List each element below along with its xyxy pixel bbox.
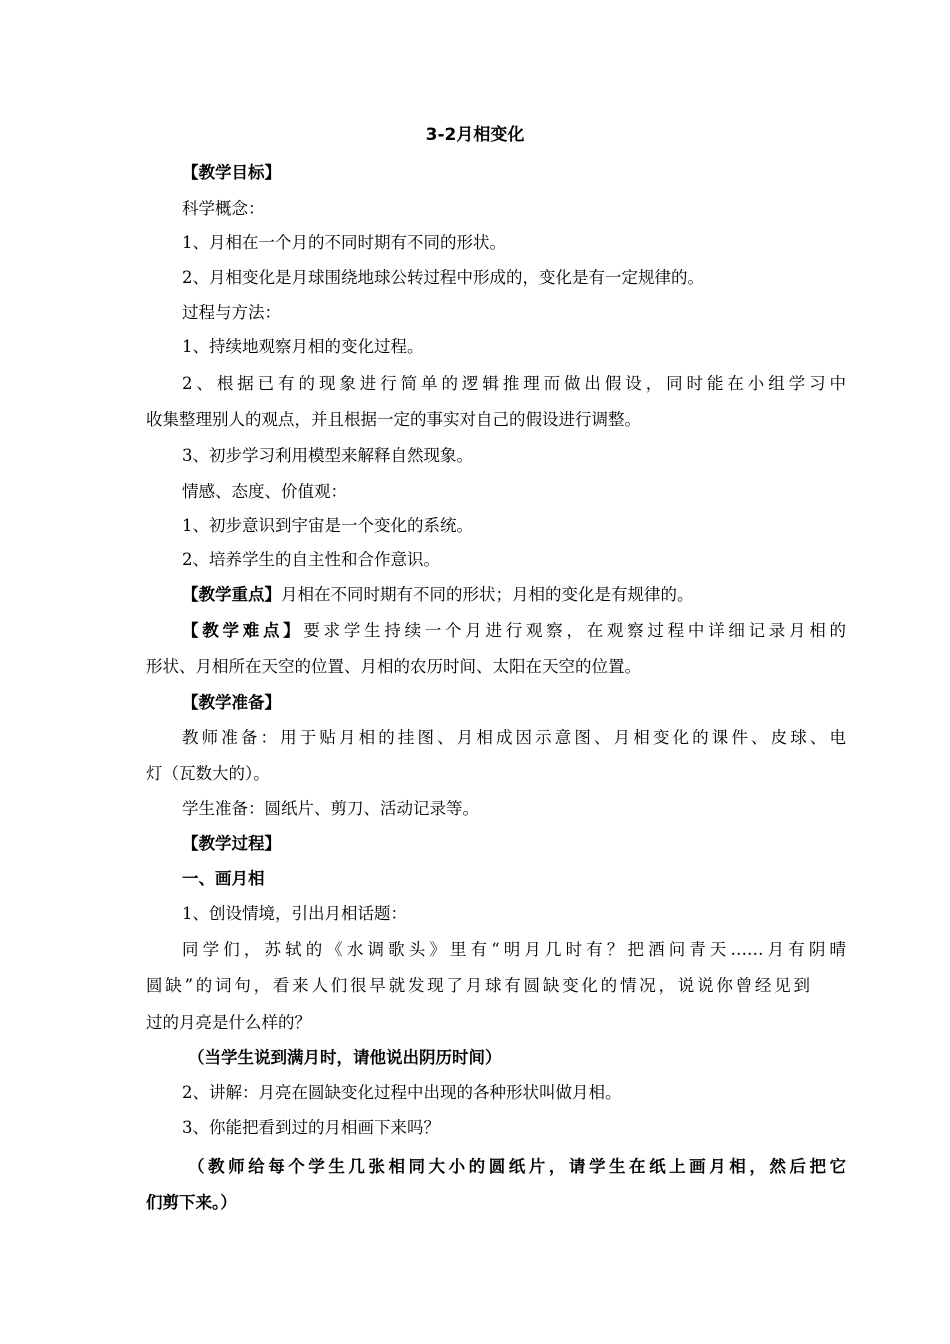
concept-item-1: 1、月相在一个月的不同时期有不同的形状。 <box>182 233 506 252</box>
process-item-3: 3、初步学习利用模型来解释自然现象。 <box>182 446 473 465</box>
process-item-1: 1、持续地观察月相的变化过程。 <box>182 337 424 356</box>
difficulty-heading: 【教学难点】 <box>182 621 304 640</box>
prep-heading: 【教学准备】 <box>182 693 281 712</box>
step-2: 2、讲解：月亮在圆缺变化过程中出现的各种形状叫做月相。 <box>182 1083 622 1102</box>
goals-heading: 【教学目标】 <box>182 163 281 182</box>
difficulty-text-1: 要求学生持续一个月进行观察，在观察过程中详细记录月相的 <box>303 621 846 640</box>
note-2-line-2: 们剪下来。） <box>146 1193 237 1212</box>
key-point-heading: 【教学重点】 <box>182 585 281 604</box>
paragraph-line-2: 圆缺”的词句，看来人们很早就发现了月球有圆缺变化的情况，说说你曾经见到 <box>146 976 810 995</box>
science-concept-label: 科学概念： <box>182 199 265 218</box>
section-1-heading: 一、画月相 <box>182 869 265 888</box>
key-point-line <box>146 584 846 606</box>
paragraph-line-1: 同学们，苏轼的《水调歌头》里有“明月几时有？把酒问青天……月有阴晴 <box>182 940 846 959</box>
note-2-line-1: （教师给每个学生几张相同大小的圆纸片，请学生在纸上画月相，然后把它 <box>188 1157 846 1176</box>
paragraph-line-3: 过的月亮是什么样的？ <box>146 1013 311 1032</box>
process-item-2-line-1: 2、根据已有的现象进行简单的逻辑推理而做出假设，同时能在小组学习中 <box>182 374 846 393</box>
teacher-prep-line-2: 灯（瓦数大的）。 <box>146 764 270 783</box>
note-1: （当学生说到满月时，请他说出阴历时间） <box>188 1048 502 1067</box>
difficulty-line-1 <box>146 620 846 642</box>
attitude-item-1: 1、初步意识到宇宙是一个变化的系统。 <box>182 516 473 535</box>
teacher-prep-line-1: 教师准备：用于贴月相的挂图、月相成因示意图、月相变化的课件、皮球、电 <box>182 728 846 747</box>
process-item-2-line-2: 收集整理别人的观点，并且根据一定的事实对自己的假设进行调整。 <box>146 410 641 429</box>
student-prep: 学生准备：圆纸片、剪刀、活动记录等。 <box>182 799 479 818</box>
process-heading: 【教学过程】 <box>182 834 281 853</box>
difficulty-line-2: 形状、月相所在天空的位置、月相的农历时间、太阳在天空的位置。 <box>146 657 641 676</box>
document-title: 3-2月相变化 <box>425 125 525 145</box>
process-method-label: 过程与方法： <box>182 303 281 322</box>
attitude-label: 情感、态度、价值观： <box>182 482 347 501</box>
key-point-text: 月相在不同时期有不同的形状；月相的变化是有规律的。 <box>281 585 694 604</box>
step-3: 3、你能把看到过的月相画下来吗？ <box>182 1118 440 1137</box>
concept-item-2: 2、月相变化是月球围绕地球公转过程中形成的，变化是有一定规律的。 <box>182 268 704 287</box>
step-1: 1、创设情境，引出月相话题： <box>182 904 407 923</box>
attitude-item-2: 2、培养学生的自主性和合作意识。 <box>182 550 440 569</box>
